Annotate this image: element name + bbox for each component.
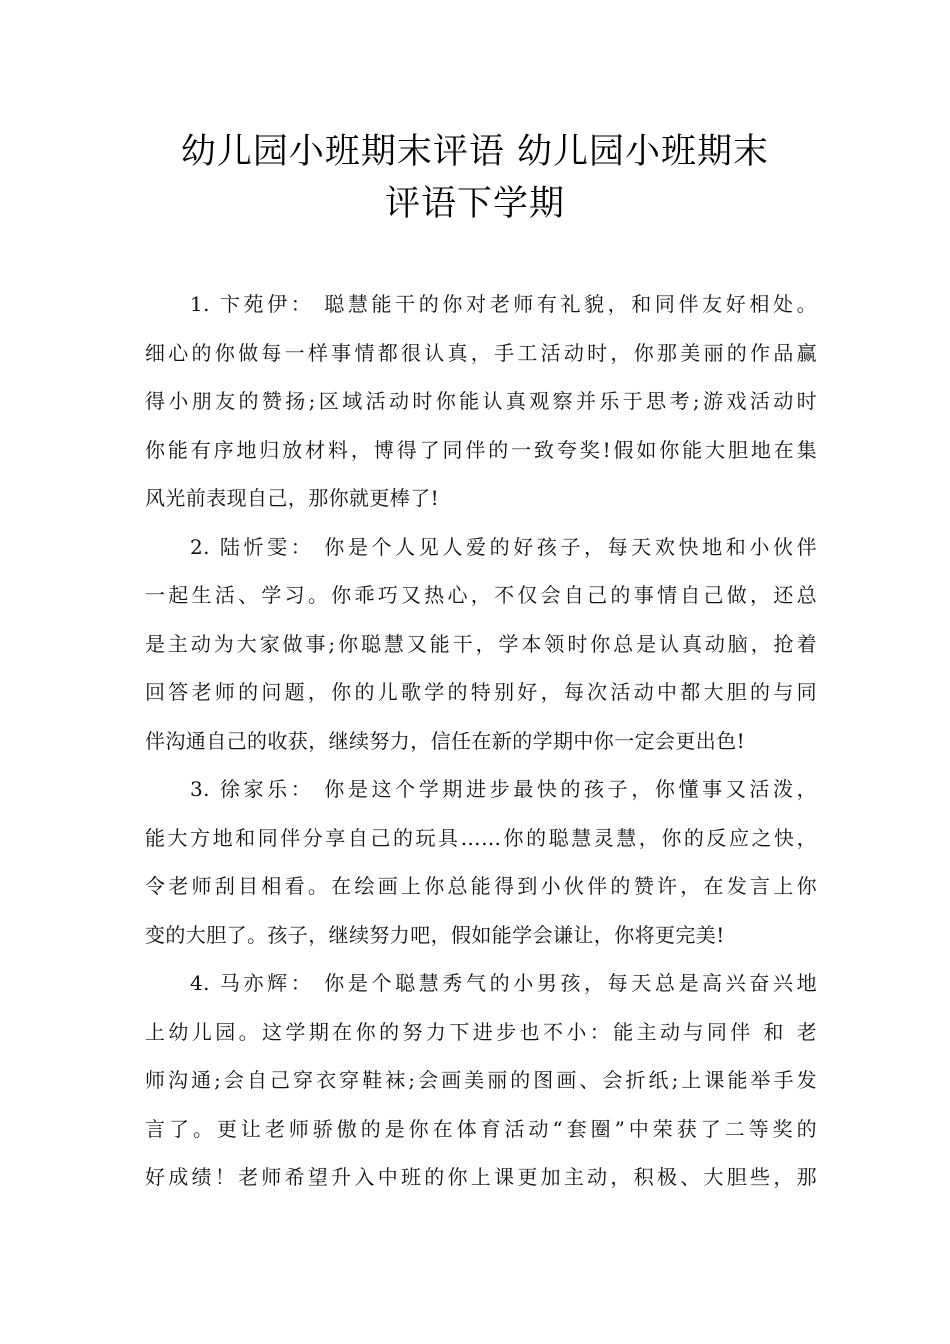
paragraph-line: 4. 马亦辉： 你是个聪慧秀气的小男孩，每天总是高兴奋兴地 xyxy=(190,971,817,995)
paragraph-line: 风光前表现自己，那你就更棒了! xyxy=(145,486,440,510)
paragraph-3 xyxy=(145,765,817,959)
paragraph-line: 是主动为大家做事;你聪慧又能干，学本领时你总是认真动脑，抢着 xyxy=(145,631,817,656)
paragraph-line: 3. 徐家乐： 你是这个学期进步最快的孩子，你懂事又活泼， xyxy=(190,777,817,801)
paragraph-line: 师沟通;会自己穿衣穿鞋袜;会画美丽的图画、会折纸;上课能举手发 xyxy=(145,1068,817,1092)
paragraph-line: 言了。更让老师骄傲的是你在体育活动“套圈”中荣获了二等奖的 xyxy=(145,1116,817,1141)
paragraph-1 xyxy=(145,280,817,523)
paragraph-line: 令老师刮目相看。在绘画上你总能得到小伙伴的赞许，在发言上你 xyxy=(145,874,817,898)
title-line-1: 幼儿园小班期末评语 幼儿园小班期末 xyxy=(180,132,770,172)
paragraph-line: 好成绩！老师希望升入中班的你上课更加主动，积极、大胆些，那 xyxy=(145,1165,817,1189)
paragraph-line: 回答老师的问题，你的儿歌学的特别好，每次活动中都大胆的与同 xyxy=(145,680,817,704)
page-title xyxy=(130,126,820,230)
paragraph-4 xyxy=(145,959,817,1202)
paragraph-line: 能大方地和同伴分享自己的玩具……你的聪慧灵慧，你的反应之快， xyxy=(145,825,817,850)
paragraph-line: 你能有序地归放材料，博得了同伴的一致夸奖!假如你能大胆地在集 xyxy=(145,437,817,462)
paragraph-line: 伴沟通自己的收获，继续努力，信任在新的学期中你一定会更出色! xyxy=(145,728,746,753)
title-line-2: 评语下学期 xyxy=(384,184,565,224)
paragraph-line: 上幼儿园。这学期在你的努力下进步也不小：能主动与同伴 和 老 xyxy=(145,1019,817,1044)
paragraph-line: 1. 卞苑伊： 聪慧能干的你对老师有礼貌，和同伴友好相处。 xyxy=(190,292,817,316)
paragraph-line: 一起生活、学习。你乖巧又热心，不仅会自己的事情自己做，还总 xyxy=(145,583,817,607)
document-body xyxy=(145,280,817,1202)
paragraph-line: 变的大胆了。孩子，继续努力吧，假如能学会谦让，你将更完美! xyxy=(145,922,725,947)
paragraph-line: 细心的你做每一样事情都很认真，手工活动时，你那美丽的作品赢 xyxy=(145,340,817,365)
paragraph-line: 2. 陆忻雯： 你是个人见人爱的好孩子，每天欢快地和小伙伴 xyxy=(190,534,817,559)
paragraph-line: 得小朋友的赞扬;区域活动时你能认真观察并乐于思考;游戏活动时 xyxy=(145,389,817,413)
paragraph-2 xyxy=(145,523,817,766)
